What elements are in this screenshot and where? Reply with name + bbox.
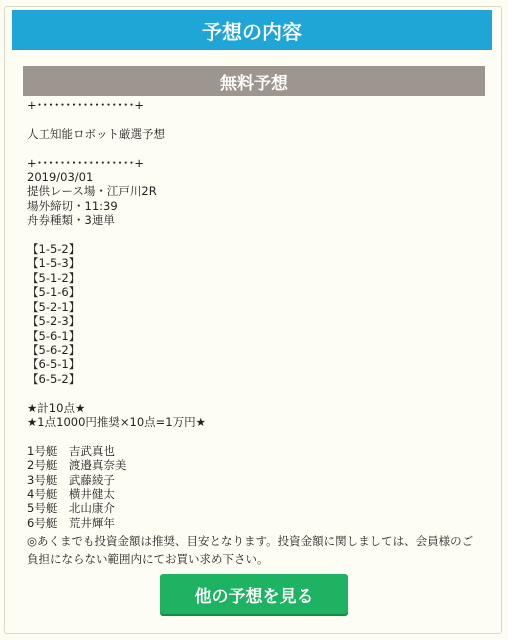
page-title (12, 10, 492, 50)
content-line: 2019/03/01 (27, 170, 94, 185)
content-line: 提供レース場・江戸川2R (27, 184, 157, 199)
content-line: 舟券種類・3連単 (27, 213, 115, 228)
section-header (23, 66, 485, 96)
button-label: 他の予想を見る (194, 586, 314, 607)
content-line (27, 141, 487, 155)
content-line: 【5-2-1】 (27, 299, 81, 314)
prediction-content (27, 98, 487, 530)
content-line: 【5-6-2】 (27, 342, 81, 357)
content-line: 4号艇 横井健太 (27, 486, 115, 501)
content-line: 2号艇 渡邉真奈美 (27, 458, 127, 473)
content-line: +･････････････････+ (27, 98, 145, 112)
content-line: 【6-5-2】 (27, 371, 81, 386)
content-line: 【1-5-3】 (27, 256, 81, 271)
content-line (27, 429, 487, 443)
content-line: +･････････････････+ (27, 155, 145, 170)
content-line: 5号艇 北山康介 (27, 501, 115, 516)
content-line: ★計10点★ (27, 400, 86, 415)
content-line: 【5-1-2】 (27, 270, 81, 285)
content-line: 【5-6-1】 (27, 328, 81, 343)
content-line (27, 112, 487, 126)
page-title-text: 予想の内容 (202, 19, 302, 44)
section-title: 無料予想 (220, 73, 288, 94)
disclaimer-note: ◎あくまでも投資金額は推奨、目安となります。投資金額に関しましては、会員様のご負担にならない範囲内にてお買い求め下さい。 (27, 534, 474, 566)
content-line: 【5-2-3】 (27, 314, 81, 329)
content-line: 3号艇 武藤綾子 (27, 472, 115, 487)
content-line (27, 386, 487, 400)
content-line: 1号艇 吉武真也 (27, 443, 115, 458)
content-line: 人工知能ロボット厳選予想 (27, 126, 165, 141)
content-line: 6号艇 荒井輝年 (27, 515, 115, 530)
content-line: 【5-1-6】 (27, 285, 81, 300)
view-other-predictions-button[interactable] (160, 574, 348, 614)
content-line: ★1点1000円推奨×10点=1万円★ (27, 414, 206, 429)
content-line (27, 228, 487, 242)
content-line: 場外締切・11:39 (27, 198, 118, 213)
content-line: 【1-5-2】 (27, 242, 81, 257)
content-line: 【6-5-1】 (27, 357, 81, 372)
